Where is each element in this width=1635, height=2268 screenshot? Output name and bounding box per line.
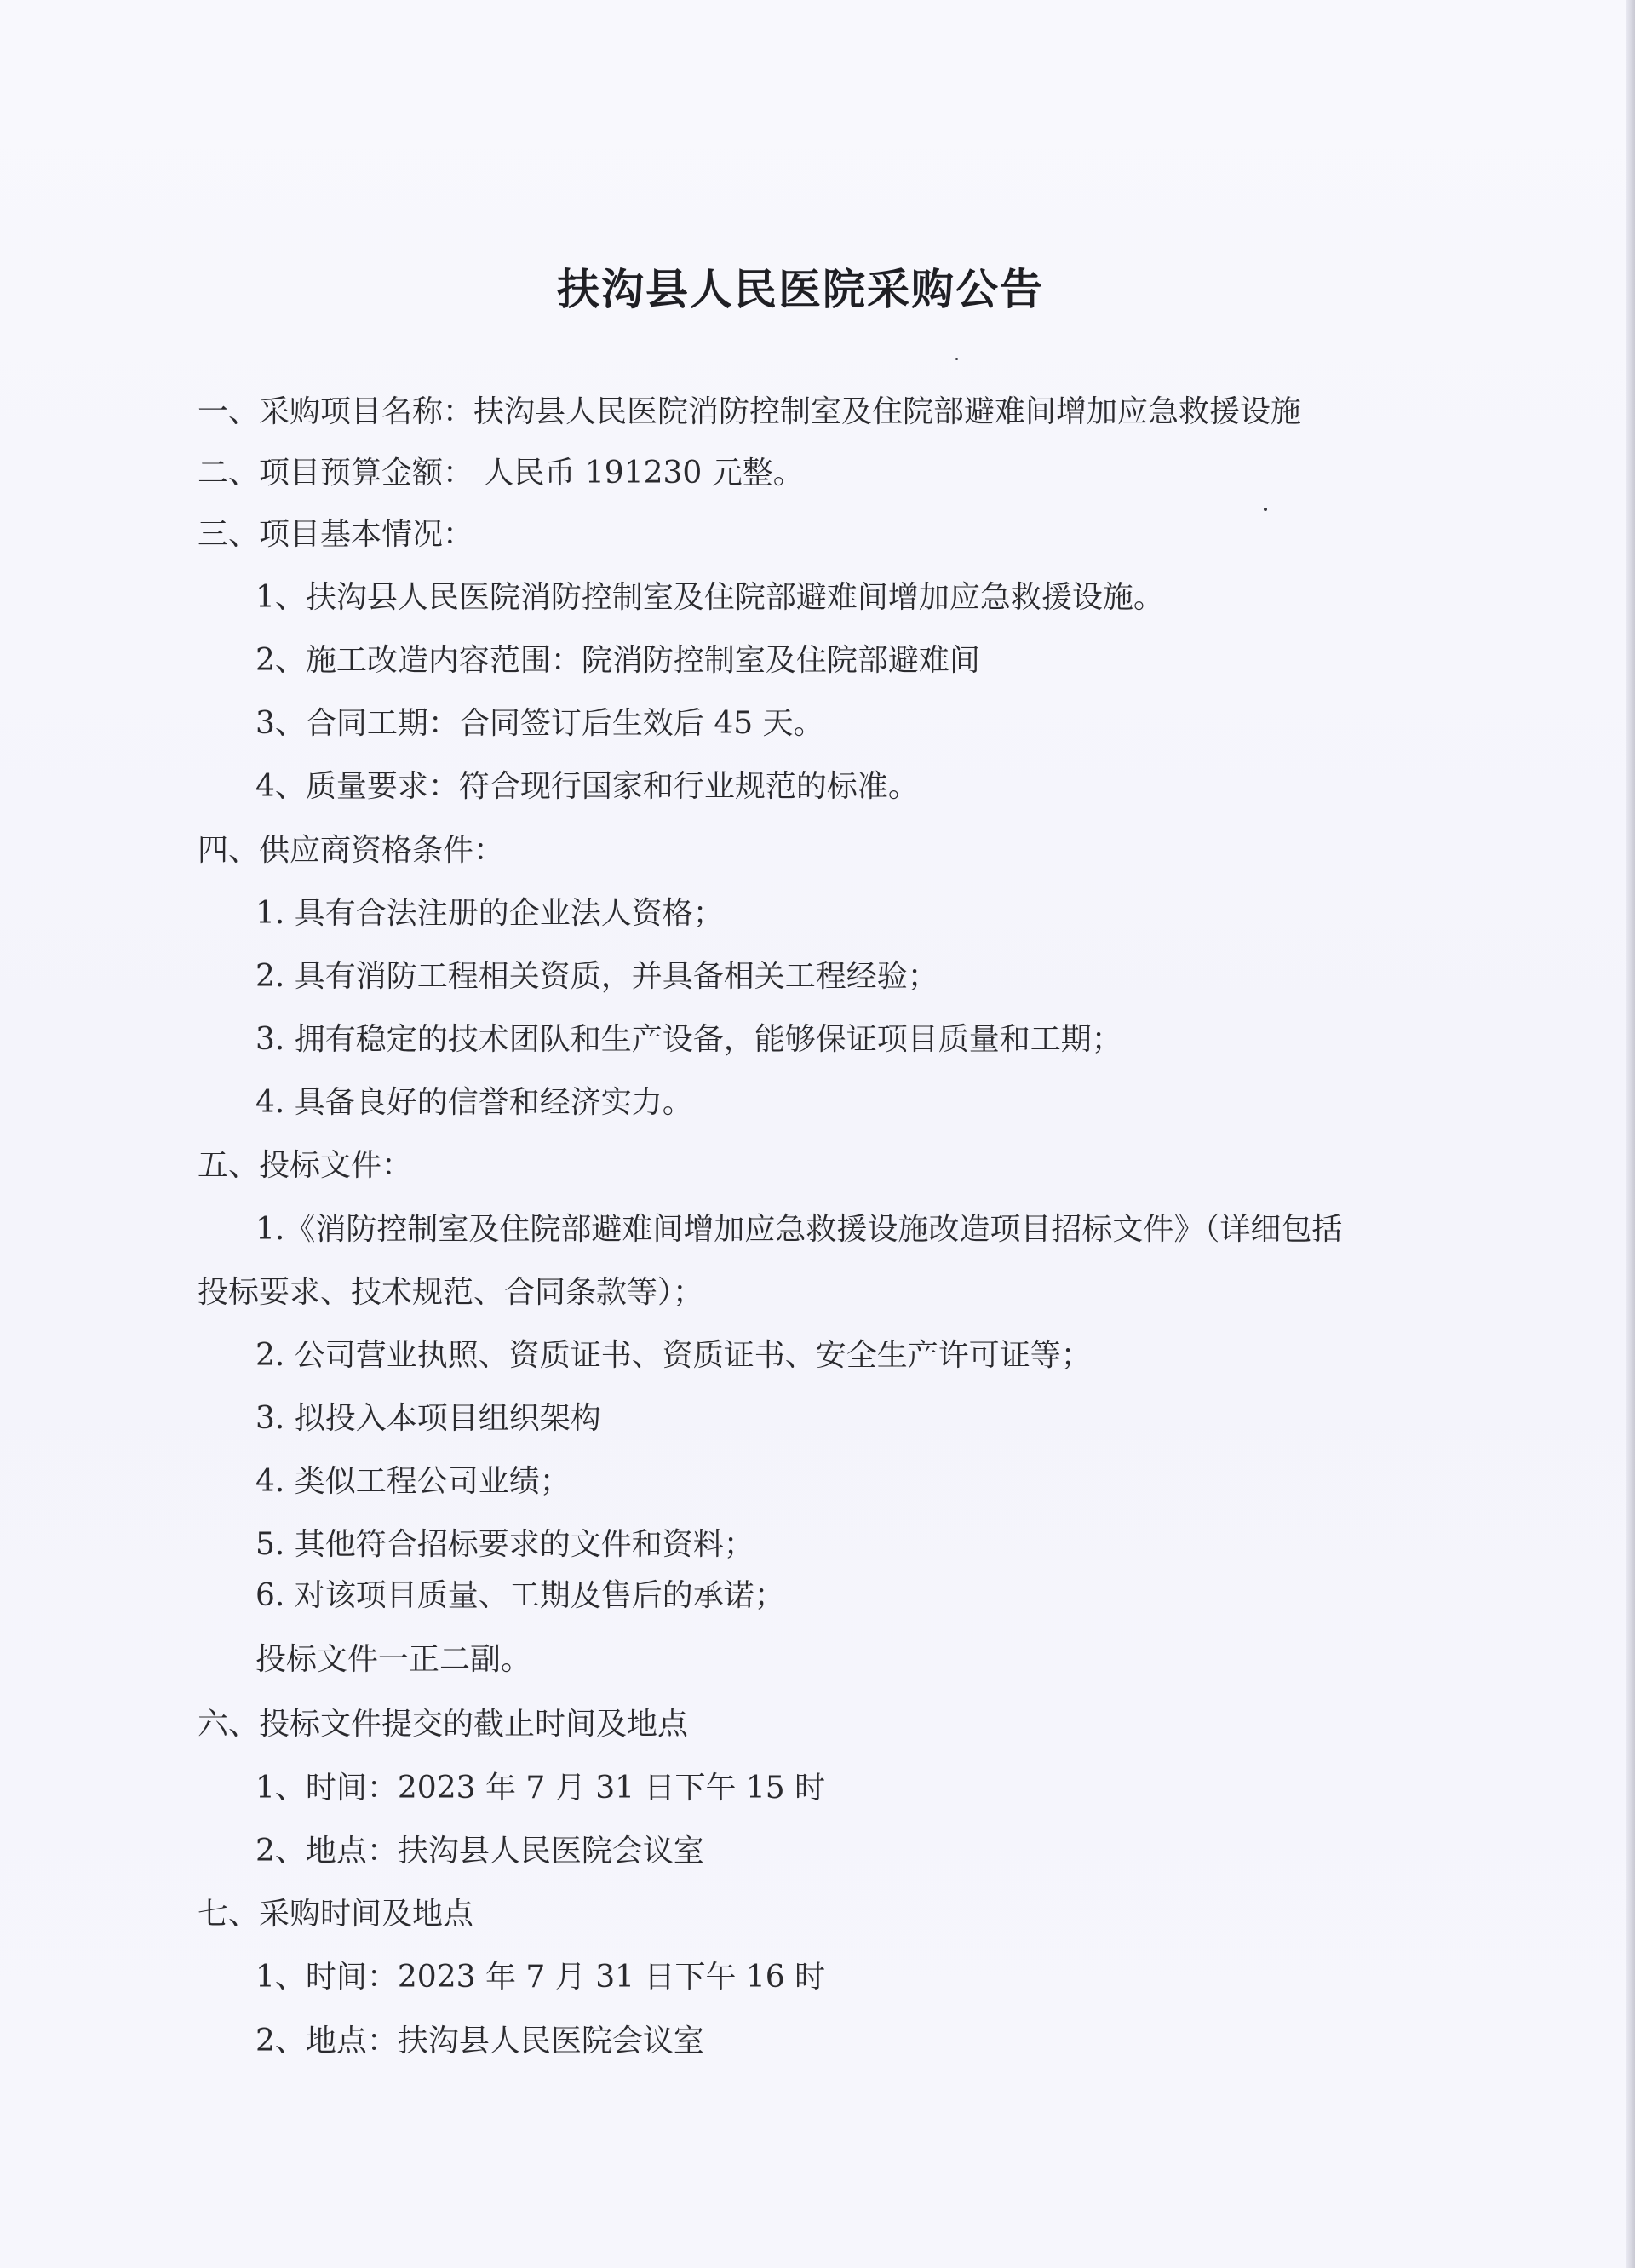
section-7-time: 1、时间：2023 年 7 月 31 日下午 16 时 [255, 1960, 826, 1995]
scan-speck [955, 358, 958, 360]
section-7-location: 2、地点：扶沟县人民医院会议室 [255, 2024, 704, 2058]
section-5-heading: 五、投标文件： [198, 1148, 413, 1183]
section-7-heading: 七、采购时间及地点 [198, 1897, 474, 1932]
section-4-item-1: 1. 具有合法注册的企业法人资格； [255, 896, 724, 931]
section-4-item-2: 2. 具有消防工程相关资质，并具备相关工程经验； [255, 959, 938, 994]
section-1-project-name: 一、采购项目名称：扶沟县人民医院消防控制室及住院部避难间增加应急救援设施 [198, 394, 1302, 429]
section-3-item-1: 1、扶沟县人民医院消防控制室及住院部避难间增加应急救援设施。 [255, 580, 1164, 615]
section-5-copies-note: 投标文件一正二副。 [255, 1642, 532, 1677]
section-4-item-3: 3. 拥有稳定的技术团队和生产设备，能够保证项目质量和工期； [255, 1022, 1122, 1057]
page-edge-shadow [1626, 0, 1635, 2268]
section-6-heading: 六、投标文件提交的截止时间及地点 [198, 1707, 689, 1742]
section-5-item-4: 4. 类似工程公司业绩； [255, 1464, 571, 1499]
section-4-item-4: 4. 具备良好的信誉和经济实力。 [255, 1085, 693, 1120]
section-2-budget: 二、项目预算金额： 人民币 191230 元整。 [198, 456, 804, 491]
section-5-item-5: 5. 其他符合招标要求的文件和资料； [255, 1527, 754, 1562]
section-3-item-4: 4、质量要求：符合现行国家和行业规范的标准。 [255, 769, 919, 804]
section-3-heading: 三、项目基本情况： [198, 517, 474, 552]
section-5-item-6: 6. 对该项目质量、工期及售后的承诺； [255, 1578, 785, 1613]
section-5-item-2: 2. 公司营业执照、资质证书、资质证书、安全生产许可证等； [255, 1338, 1092, 1373]
section-3-item-3: 3、合同工期：合同签订后生效后 45 天。 [255, 706, 824, 741]
section-5-item-1: 1.《消防控制室及住院部避难间增加应急救援设施改造项目招标文件》（详细包括 [255, 1212, 1343, 1247]
section-6-time: 1、时间：2023 年 7 月 31 日下午 15 时 [255, 1771, 826, 1806]
section-5-item-3: 3. 拟投入本项目组织架构 [255, 1401, 601, 1436]
document-title: 扶沟县人民医院采购公告 [557, 264, 1044, 314]
section-6-location: 2、地点：扶沟县人民医院会议室 [255, 1834, 704, 1869]
section-4-heading: 四、供应商资格条件： [198, 833, 505, 868]
section-3-item-2: 2、施工改造内容范围：院消防控制室及住院部避难间 [255, 643, 980, 678]
section-5-item-1-continued: 投标要求、技术规范、合同条款等）； [198, 1275, 704, 1310]
scan-speck [1264, 508, 1267, 511]
